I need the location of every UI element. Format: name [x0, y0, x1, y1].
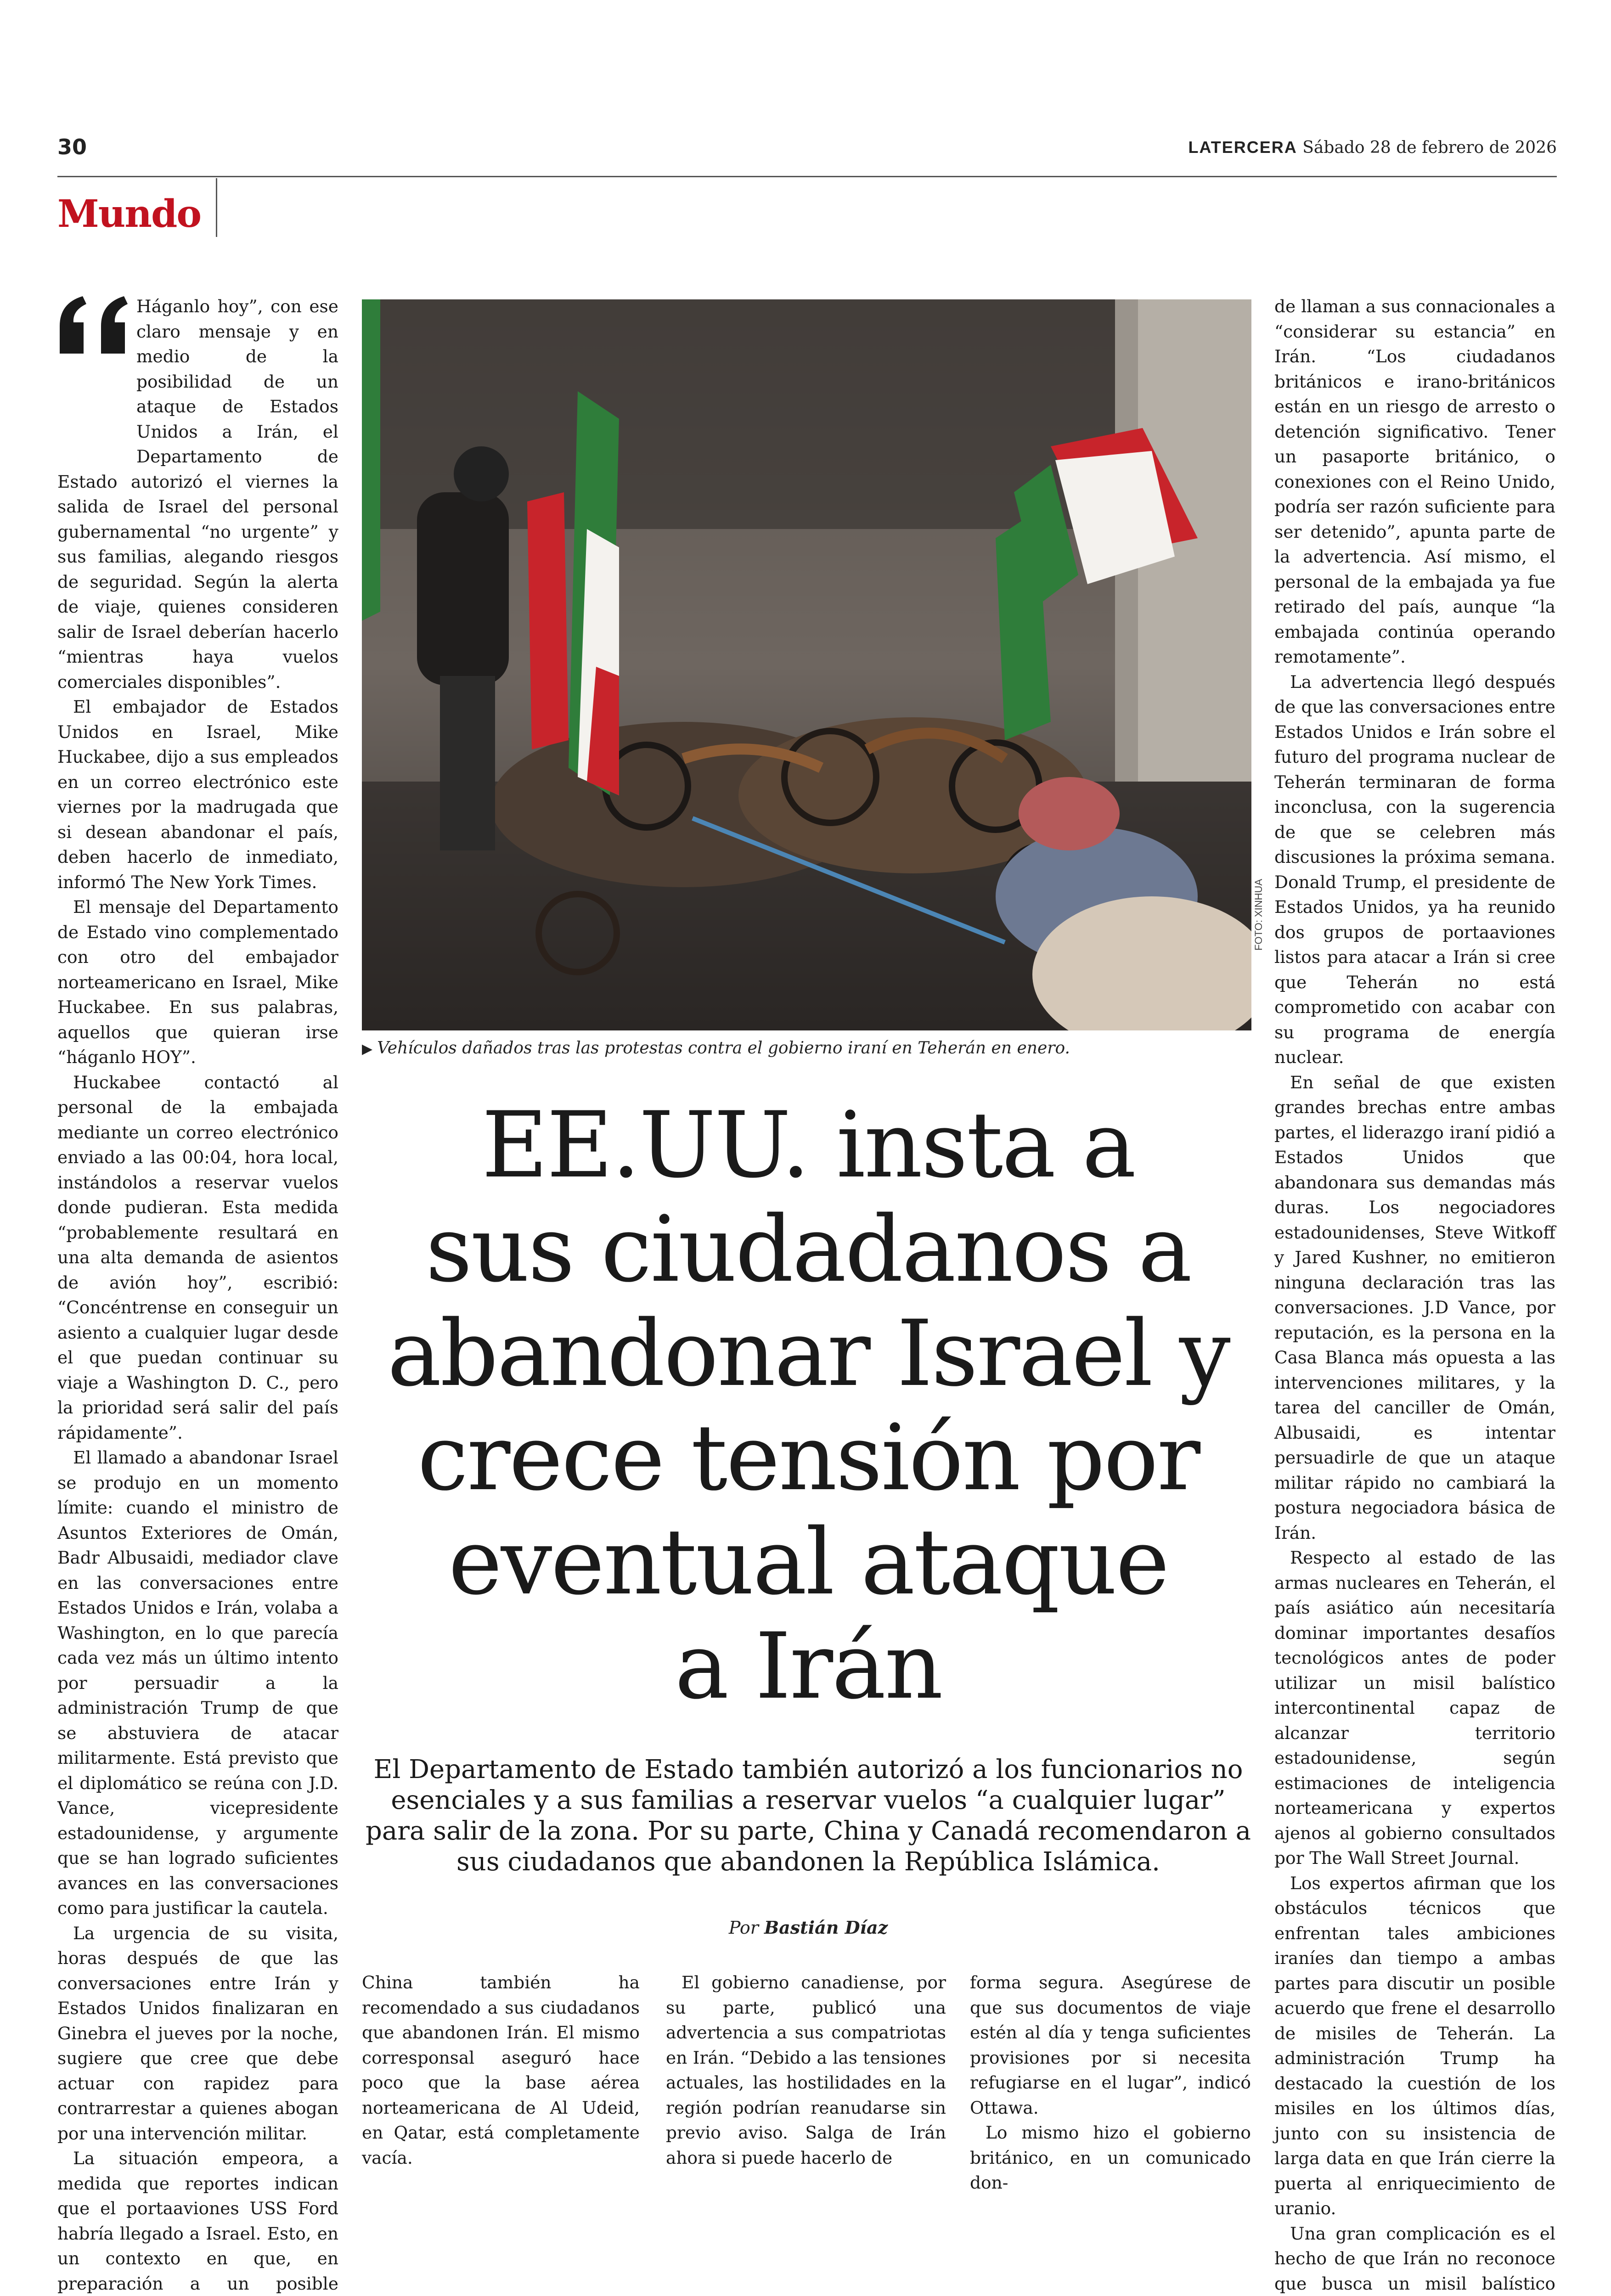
burned-vehicles-image	[362, 299, 1251, 1030]
paragraph: El embajador de Estados Unidos en Israel, Mike Huckabee, dijo a sus empleados en un correo electrónico este viernes por la madrugada que si desean abandonar el país, deben hacerlo de inmediato, informó The New York Times.	[57, 694, 338, 895]
standfirst: El Departamento de Estado también autorizó a los funcionarios no esenciales y a sus familias a reservar vuelos “a cualquier lugar” para salir de la zona. Por su parte, China y Canadá recomendaron a sus ciudadanos que abandonen la República Islámica.	[363, 1754, 1254, 1877]
paragraph: El gobierno canadiense, por su parte, publicó una advertencia a sus compatriotas en Irán. “Debido a las tensiones actuales, las hostilidades en la región podrían reanudarse sin previo aviso. Salga de Irán ahora si puede hacerlo de	[666, 1970, 946, 2170]
quote-wrap-space	[57, 294, 136, 450]
paragraph: China también ha recomendado a sus ciudadanos que abandonen Irán. El mismo corresponsal aseguró hace poco que la base aérea norteamericana de Al Udeid, en Qatar, está completamente vacía.	[362, 1970, 640, 2170]
caption-arrow-icon: ▶	[362, 1041, 372, 1057]
paragraph-text: Una gran complicación es el hecho de que Irán no reconoce que busca un misil balístico	[1274, 2223, 1555, 2296]
paragraph: Huckabee contactó al personal de la embajada mediante un correo electrónico enviado a las 00:04, hora local, instándolos a reservar vuelos donde pudieran. Esta medida “probablemente resultará en una alta demanda de asientos de avión hoy”, escribió: “Concéntrense en conseguir un asiento a cualquier lugar desde el que puedan continuar su viaje a Washington D. C., pero la prioridad será salir del país rápidamente”.	[57, 1070, 338, 1446]
paragraph: de llaman a sus connacionales a “considerar su estancia” en Irán. “Los ciudadanos británicos e irano-británicos están en un riesgo de arresto o detención significativo. Tener un pasaporte británico, o conexiones con el Reino Unido, podría ser razón suficiente para ser detenido”, apunta parte de la advertencia. Así mismo, el personal de la embajada ya fue retirado del país, aunque “la embajada continúa operando remotamente”.	[1274, 294, 1555, 670]
issue-date: Sábado 28 de febrero de 2026	[1302, 138, 1557, 157]
byline-author: Bastián Díaz	[764, 1917, 888, 1938]
byline	[363, 1917, 1254, 1938]
paragraph: Háganlo hoy”, con ese claro mensaje y en medio de la posibilidad de un ataque de Estados Unidos a Irán, el Departamento de Estado autorizó el viernes la salida de Israel del personal gubernamental “no urgente” y sus familias, alegando riesgos de seguridad. Según la alerta de viaje, quienes consideren salir de Israel deberían hacerlo “mientras haya vuelos comerciales disponibles”.	[57, 294, 338, 694]
article-column-2	[362, 1970, 640, 2170]
page-number: 30	[57, 135, 87, 159]
paragraph: forma segura. Asegúrese de que sus documentos de viaje estén al día y tenga suficientes provisiones por si necesita refugiarse en el lugar”, indicó Ottawa.	[970, 1970, 1251, 2120]
brand-name: LATERCERA	[1188, 138, 1297, 157]
paragraph: El mensaje del Departamento de Estado vino complementado con otro del embajador norteamericano en Israel, Mike Huckabee. En sus palabras, aquellos que quieran irse “háganlo HOY”.	[57, 895, 338, 1070]
section-title: Mundo	[57, 192, 201, 236]
article-column-5	[1274, 294, 1555, 2296]
section-separator	[216, 178, 217, 237]
paragraph: La situación empeora, a medida que reportes indican que el portaaviones USS Ford habría llegado a Israel. Esto, en un contexto en que, en preparación a un posible	[57, 2146, 338, 2296]
paragraph: La advertencia llegó después de que las conversaciones entre Estados Unidos e Irán sobre el futuro del programa nuclear de Teherán terminaran de forma inconclusa, con la sugerencia de que se celebren más discusiones la próxima semana. Donald Trump, el presidente de Estados Unidos, ya ha reunido dos grupos de portaaviones listos para atacar a Irán si cree que Teherán no está comprometido con acabar con su programa de energía nuclear.	[1274, 670, 1555, 1070]
photo-caption	[362, 1039, 1070, 1058]
article-column-1	[57, 294, 338, 2296]
paragraph: Los expertos afirman que los obstáculos técnicos que enfrentan tales ambiciones iraníes dan tiempo a ambas partes para discutir un posible acuerdo que frene el desarrollo de misiles de Teherán. La administración Trump ha destacado la cuestión de los misiles en los últimos días, junto con su insistencia de larga data en que Irán cierre la puerta al enriquecimiento de uranio.	[1274, 1871, 1555, 2221]
paragraph	[1274, 2221, 1555, 2296]
article-column-3	[666, 1970, 946, 2170]
headline-line: crece tensión por	[358, 1406, 1258, 1510]
headline-line: a Irán	[358, 1614, 1258, 1718]
paragraph: El llamado a abandonar Israel se produjo en un momento límite: cuando el ministro de Asuntos Exteriores de Omán, Badr Albusaidi, mediador clave en las conversaciones entre Estados Unidos e Irán, volaba a Washington, en lo que parecía cada vez más un último intento por persuadir a la administración Trump de que se abstuviera de atacar militarmente. Está previsto que el diplomático se reúna con J.D. Vance, vicepresidente estadounidense, y argumente que se han logrado suficientes avances en las conversaciones como para justificar la cautela.	[57, 1445, 338, 1921]
paragraph: La urgencia de su visita, horas después de que las conversaciones entre Irán y Estados Unidos finalizaran en Ginebra el jueves por la noche, sugiere que cree que debe actuar con rapidez para contrarrestar a quienes abogan por una intervención militar.	[57, 1921, 338, 2146]
news-photo	[362, 299, 1251, 1030]
header-rule	[57, 176, 1557, 177]
paragraph: En señal de que existen grandes brechas entre ambas partes, el liderazgo iraní pidió a Estados Unidos que abandonara sus demandas más duras. Los negociadores estadounidenses, Steve Witkoff y Jared Kushner, no emitieron ninguna declaración tras las conversaciones. J.D Vance, por reputación, es la persona en la Casa Blanca más opuesta a las intervenciones militares, y la tarea del canciller de Omán, Albusaidi, es intentar persuadirle de que un ataque militar rápido no cambiará la postura negociadora básica de Irán.	[1274, 1070, 1555, 1546]
paragraph: Respecto al estado de las armas nucleares en Teherán, el país asiático aún necesitaría dominar importantes desafíos tecnológicos antes de poder utilizar un misil balístico intercontinental capaz de alcanzar territorio estadounidense, según estimaciones de inteligencia norteamericana y expertos ajenos al gobierno consultados por The Wall Street Journal.	[1274, 1545, 1555, 1871]
paragraph: Lo mismo hizo el gobierno británico, en un comunicado don-	[970, 2120, 1251, 2195]
masthead	[1188, 138, 1557, 157]
caption-text: Vehículos dañados tras las protestas contra el gobierno iraní en Teherán en enero.	[377, 1039, 1070, 1058]
byline-prefix: Por	[729, 1918, 759, 1938]
article-column-4	[970, 1970, 1251, 2195]
headline-line: EE.UU. insta a	[358, 1093, 1258, 1197]
photo-credit: FOTO: XINHUA	[1253, 879, 1265, 951]
headline	[358, 1093, 1258, 1718]
headline-line: abandonar Israel y	[358, 1301, 1258, 1406]
headline-line: sus ciudadanos a	[358, 1197, 1258, 1301]
headline-line: eventual ataque	[358, 1510, 1258, 1614]
